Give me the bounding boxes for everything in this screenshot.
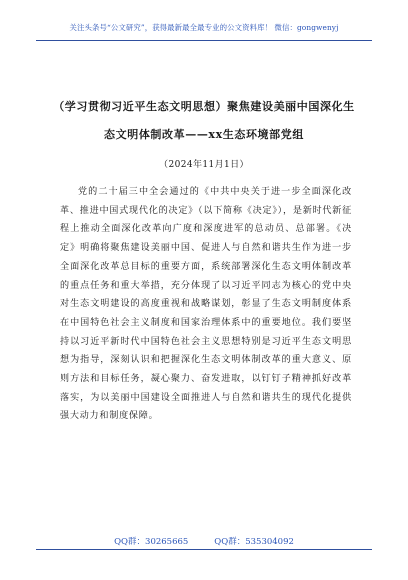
footer-divider xyxy=(36,549,372,550)
footer-qq-group-1: QQ群：30265665 xyxy=(114,537,189,547)
document-title-line-1: （学习贯彻习近平生态文明思想）聚焦建设美丽中国深化生 xyxy=(53,100,355,113)
document-title-line-2: 态文明体制改革——xx生态环境部党组 xyxy=(104,128,304,141)
document-date: （2024年11月1日） xyxy=(159,160,249,170)
footer-qq-groups xyxy=(0,535,408,547)
header-divider xyxy=(36,40,372,41)
footer-qq-group-2: QQ群：535304092 xyxy=(214,537,294,547)
header-promo-note: 关注头条号“公文研究”，获得最新最全最专业的公文资料库！ 微信：gongwenyj xyxy=(69,23,339,32)
document-body-paragraph: 党的二十届三中全会通过的《中共中央关于进一步全面深化改革、推进中国式现代化的决定》（以下简称《决定》），是新时代新征程上推动全面深化改革向广度和深度进军的总动员、总部署。《决定》明确将聚焦建设美丽中国、促进人与自然和谐共生作为进一步全面深化改革总目标的重要方面，系统部署深化生态文明体制改革的重点任务和重大举措，充分体现了以习近平同志为核心的党中央对生态文明建设的高度重视和战略谋划，彰显了生态文明制度体系在中国特色社会主义制度和国家治理体系中的重要地位。我们要坚持以习近平新时代中国特色社会主义思想特别是习近平生态文明思想为指导，深刻认识和把握深化生态文明体制改革的重大意义、原则方法和目标任务，凝心聚力、奋发进取，以钉钉子精神抓好改革落实，为以美丽中国建设全面推进人与自然和谐共生的现代化提供强大动力和制度保障。 xyxy=(60,187,352,422)
